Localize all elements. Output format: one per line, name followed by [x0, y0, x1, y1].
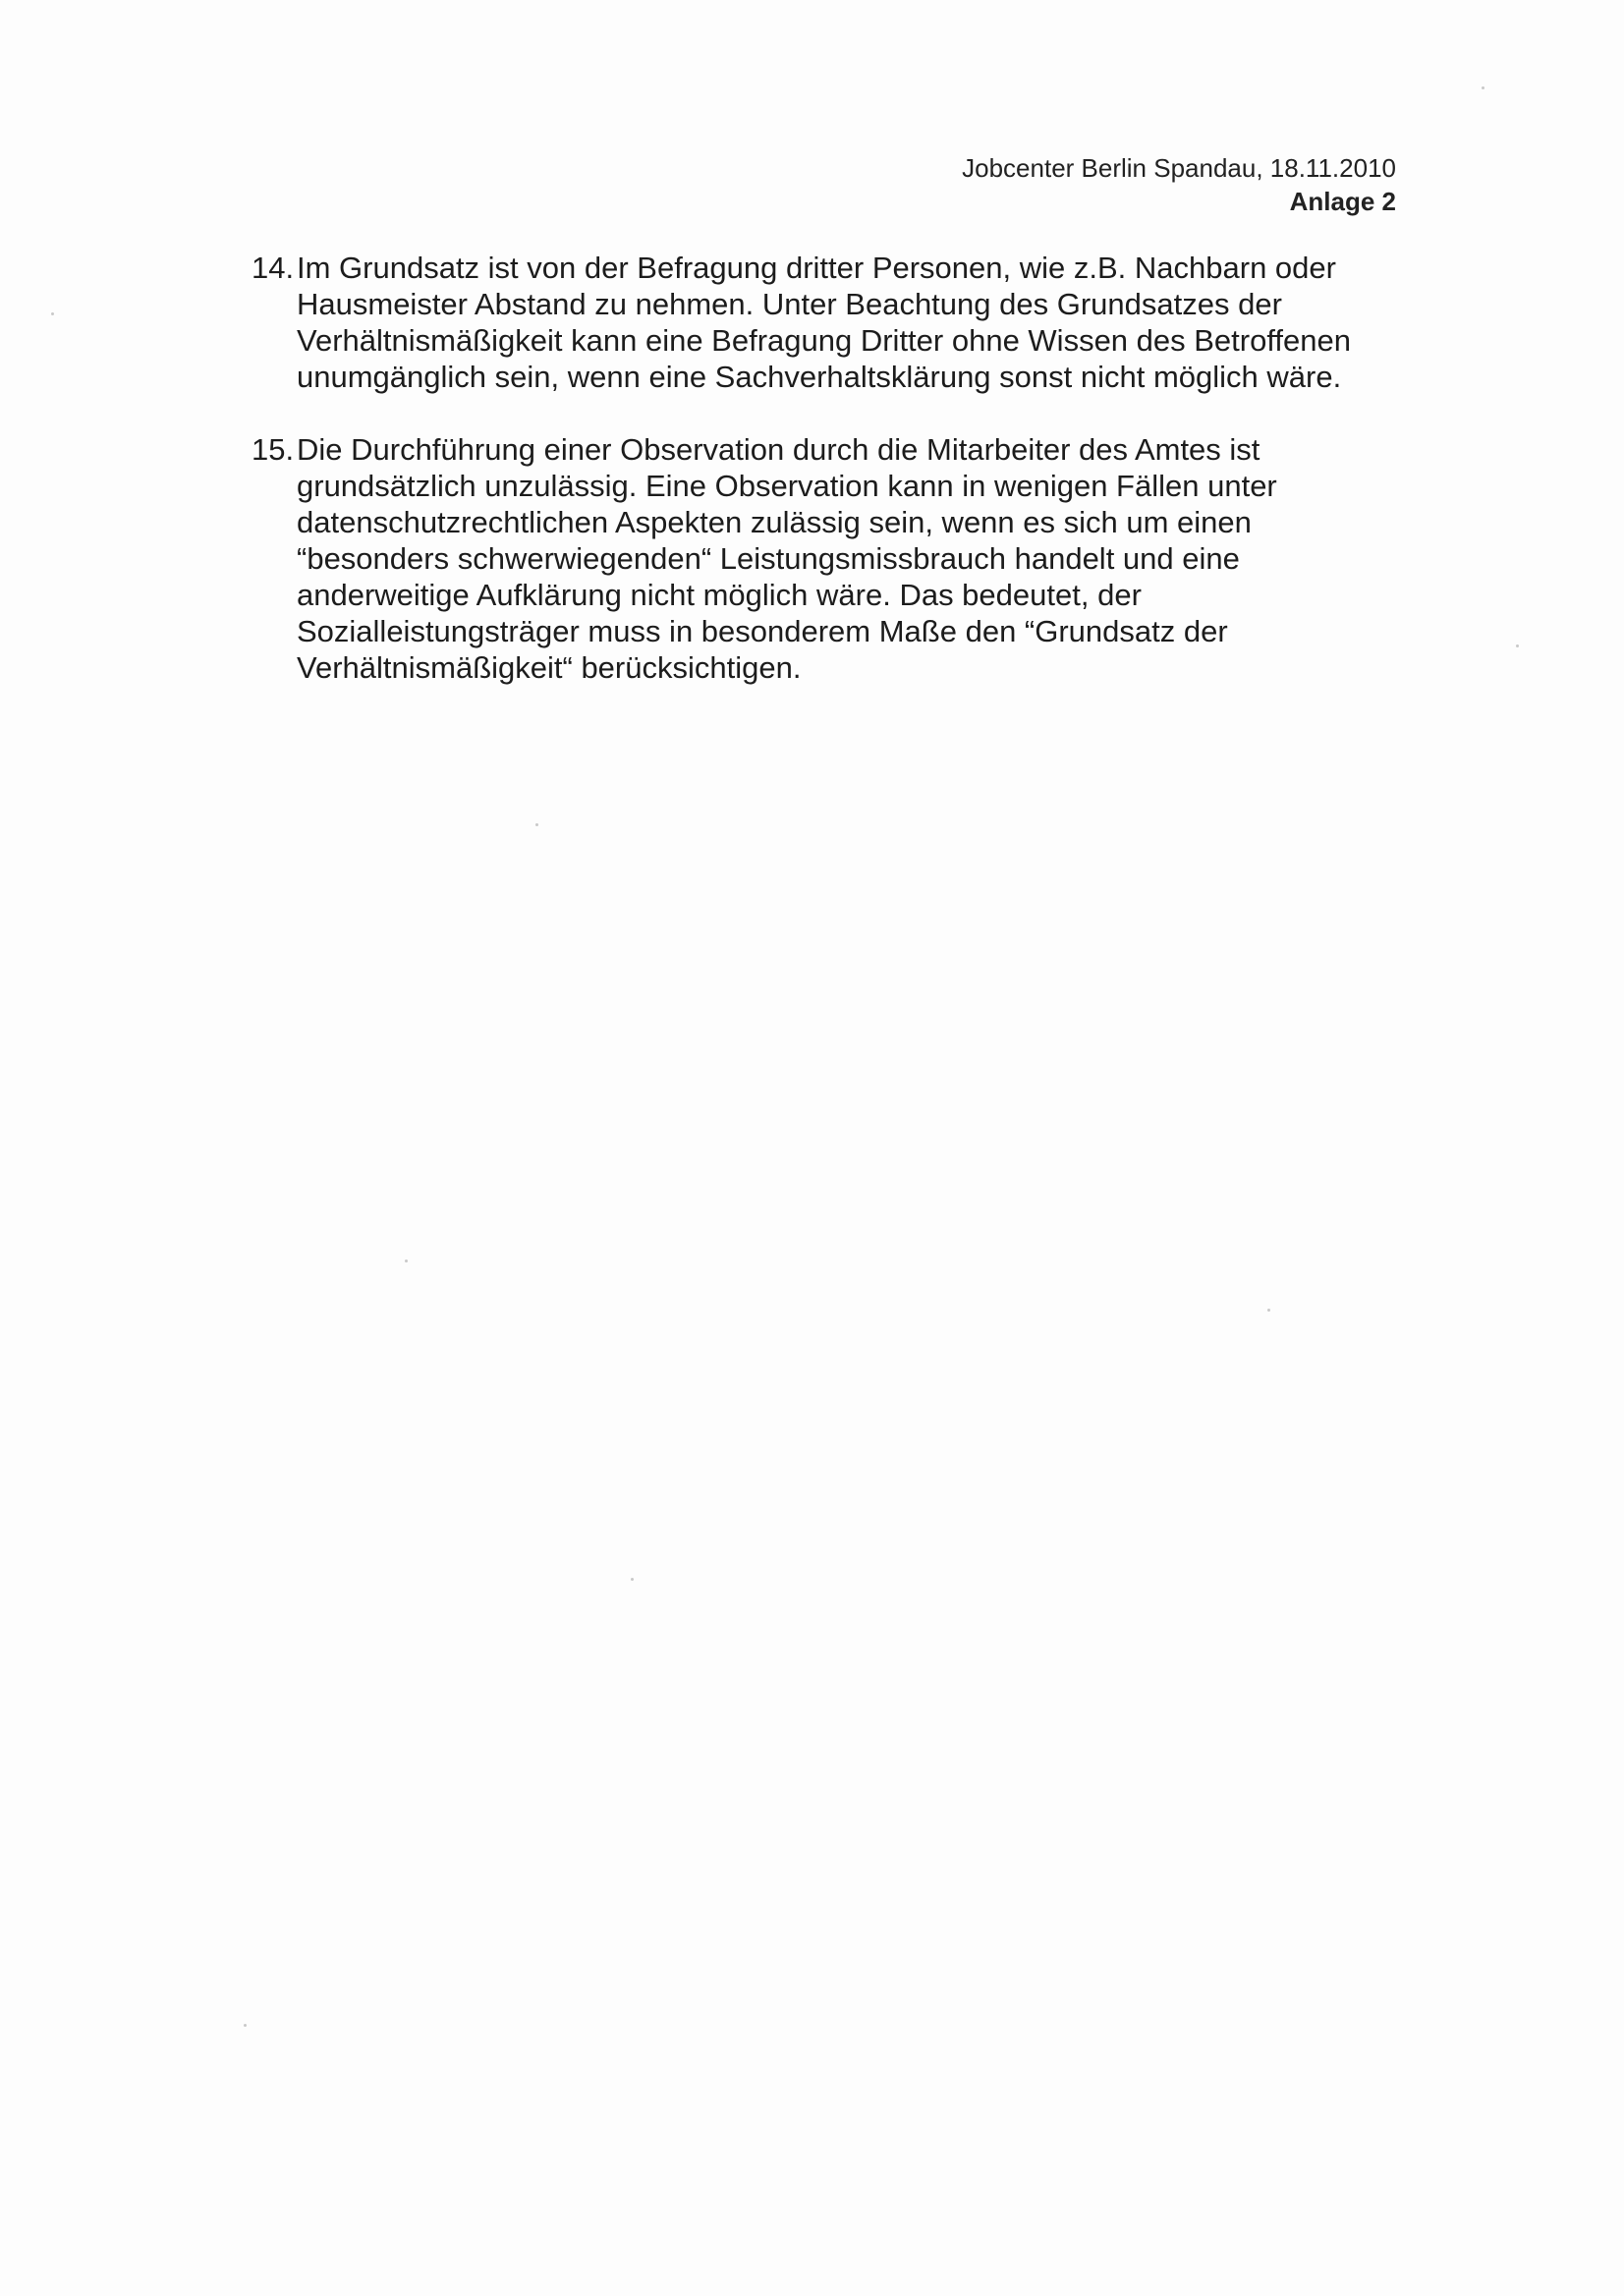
header-attachment-label: Anlage 2 — [1289, 187, 1396, 216]
scan-speck — [535, 823, 538, 826]
scan-speck — [244, 2024, 247, 2027]
list-item — [252, 431, 1401, 686]
scan-speck — [1516, 644, 1519, 647]
list-item — [252, 250, 1401, 395]
list-item-text: Die Durchführung einer Observation durch die Mitarbeiter des Amtes ist grundsätzlich unzulässig. Eine Observation kann in wenigen Fällen unter datenschutzrechtlichen Aspekten zulässig sein, wenn es sich um einen “besonders schwerwiegenden“ Leistungsmissbrauch handelt und eine anderweitige Aufklärung nicht möglich wäre. Das bedeutet, der Sozialleistungsträger muss in besonderem Maße den “Grundsatz der Verhältnismäßigkeit“ berücksichtigen. — [297, 432, 1277, 685]
list-item-number: 14. — [252, 251, 295, 285]
header-location-date: Jobcenter Berlin Spandau, 18.11.2010 — [962, 153, 1396, 183]
numbered-list — [252, 250, 1401, 722]
scan-speck — [631, 1578, 634, 1581]
scan-speck — [51, 312, 54, 315]
scan-speck — [1482, 86, 1484, 89]
list-item-number: 15. — [252, 432, 295, 467]
document-header — [962, 151, 1396, 218]
list-item-text: Im Grundsatz ist von der Befragung dritter Personen, wie z.B. Nachbarn oder Hausmeister Abstand zu nehmen. Unter Beachtung des Grundsatzes der Verhältnismäßigkeit kann eine Befragung Dritter ohne Wissen des Betroffenen unumgänglich sein, wenn eine Sachverhaltsklärung sonst nicht möglich wäre. — [297, 251, 1351, 394]
scan-speck — [405, 1260, 408, 1262]
scan-speck — [1267, 1309, 1270, 1312]
